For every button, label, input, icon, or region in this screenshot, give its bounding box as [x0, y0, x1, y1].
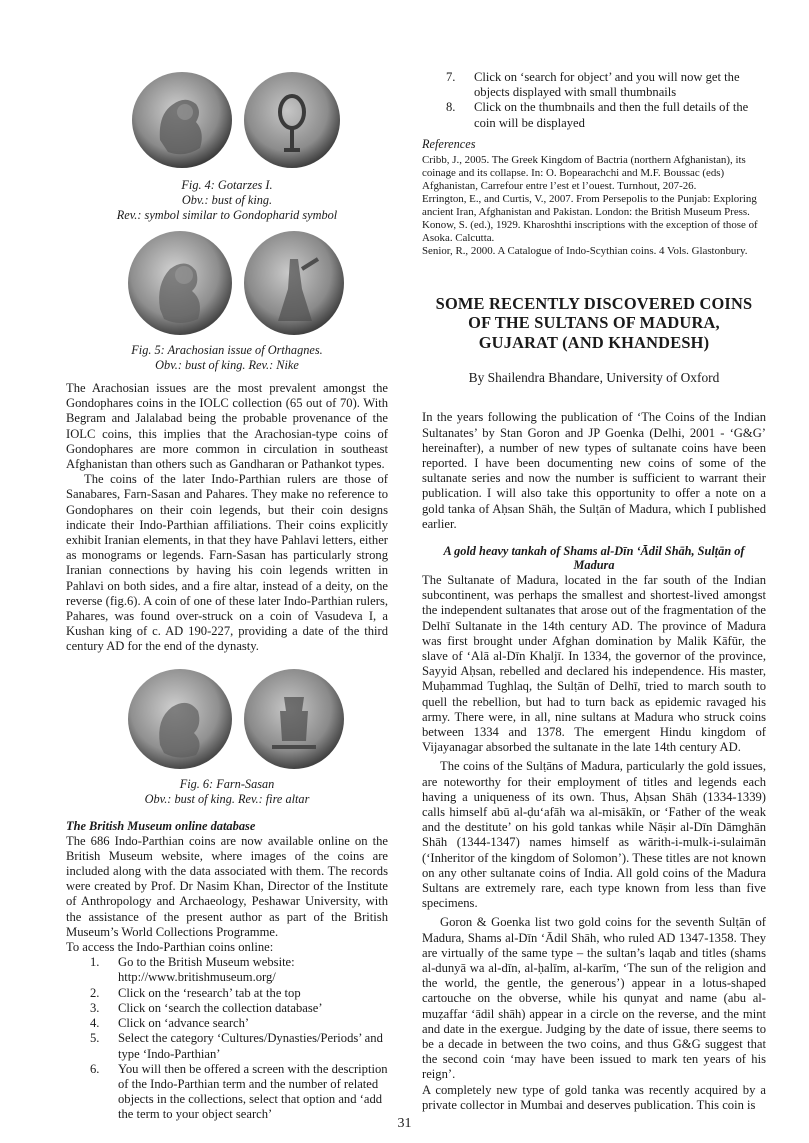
list-text: Select the category ‘Cultures/Dynasties/Periods’ and type ‘Indo-Parthian’: [118, 1031, 383, 1061]
fig4-caption-reverse: Rev.: symbol similar to Gondopharid symbol: [116, 208, 338, 222]
list-text: Click on ‘search for object’ and you will now get the objects displayed with small thumbnails: [474, 70, 740, 100]
fig4-caption-title: Fig. 4: Gotarzes I.: [181, 178, 273, 192]
list-text: Click on the thumbnails and then the full details of the coin will be displayed: [474, 100, 749, 130]
list-item: [66, 1016, 388, 1031]
reference-entry: Senior, R., 2000. A Catalogue of Indo-Scythian coins. 4 Vols. Glastonbury.: [422, 244, 748, 257]
body-paragraph: To access the Indo-Parthian coins online:: [66, 940, 274, 955]
fig6-caption-title: Fig. 6: Farn-Sasan: [179, 776, 275, 791]
steps-list: [66, 955, 388, 1122]
article-title: [422, 294, 766, 353]
list-text: You will then be offered a screen with the description of the Indo-Parthian term and the number of related objects in the collections, select that option and ‘add the term to your object search’: [118, 1061, 388, 1122]
list-number: 7.: [446, 70, 456, 84]
reference-entry: Konow, S. (ed.), 1929. Kharoshthi inscriptions with the exception of those of Asoka. Calcutta.: [422, 218, 758, 244]
page-number: 31: [397, 1116, 412, 1131]
list-item: [66, 1062, 388, 1123]
list-item: [422, 100, 766, 130]
subsection-heading-line: A gold heavy tankah of Shams al-Dīn ‘Ādil Shāh, Sulṭān of: [443, 543, 745, 558]
list-number: 6.: [90, 1061, 100, 1076]
body-paragraph: In the years following the publication of ‘The Coins of the Indian Sultanates’ by Stan Goron and JP Goenka (Delhi, 2001 - ‘G&G’ hereinafter), a number of new types of sultanate coins have been reported. I have been documenting new coins of some of the sultanate series and now the number is sufficient to warrant their publication. I will also take this opportunity to offer a note on a gold tanka of Aḥsan Shāh, the Sulṭān of Madura, which I published earlier.: [422, 410, 766, 531]
list-item: [66, 1031, 388, 1061]
coin-reverse-image: [242, 70, 342, 170]
coin-obverse-image: [130, 70, 234, 170]
body-paragraph: A completely new type of gold tanka was recently acquired by a private collector in Mumbai and deserves publication. This coin is: [422, 1082, 766, 1112]
list-number: 2.: [90, 985, 100, 1000]
left-column: [66, 70, 388, 1123]
reference-entry: Errington, E., and Curtis, V., 2007. From Persepolis to the Punjab: Exploring ancient Iran, Afghanistan and Pakistan. London: the British Museum Press.: [422, 192, 757, 218]
coin-obverse-image: [126, 667, 234, 771]
list-text: Click on ‘advance search’: [118, 1016, 250, 1031]
references-heading: References: [422, 136, 476, 151]
byline: By Shailendra Bhandare, University of Oxford: [468, 370, 720, 386]
list-text: Click on the ‘research’ tab at the top: [118, 985, 301, 1000]
list-number: 3.: [90, 1000, 100, 1015]
section-heading: The British Museum online database: [66, 818, 256, 833]
body-paragraph: The Arachosian issues are the most prevalent amongst the Gondophares coins in the IOLC collection (65 out of 70). With Begram and Jalalabad being the probable provenance of the IOLC coins, this implies that the Arachosian-type coins of Gondophares are more common in circulation in southeast Afghanistan than others such as Gandharan or Pathankot types.: [66, 381, 388, 472]
article-title-line: GUJARAT (AND KHANDESH): [478, 332, 710, 352]
subsection-heading: [422, 544, 766, 573]
fig4-images: [84, 70, 388, 170]
coin-obverse-image: [126, 229, 234, 337]
fig6-images: [84, 667, 388, 771]
list-text: Click on ‘search the collection database’: [118, 1000, 323, 1015]
body-paragraph: The 686 Indo-Parthian coins are now available online on the British Museum website, where images of the coins are included along with the data associated with them. The records were created by Prof. Dr Nasim Khan, Director of the Institute of Anthropology and Archaeology, Peshawar University, with the assistance of the present author as part of the British Museum’s World Collections Programme.: [66, 833, 388, 939]
fig5-caption-line2: Obv.: bust of king. Rev.: Nike: [155, 358, 299, 372]
list-item: [66, 1001, 388, 1016]
body-paragraph: The coins of the Sulṭāns of Madura, particularly the gold issues, are noteworthy for their employment of titles and legends each having a uniqueness of its own. Thus, Aḥsan Shāh (1334-1339) calls himself abū al-ḍu‘afāh wa al-misākīn, or ‘Father of the weak and the destitute’ on his gold tankas while Nāṣir al-Dīn Dāmghān Shāh (1344-1347) names himself as wārith-i-mulk-i-sulaimān (‘Inheritor of the kingdom of Solomon’). These titles are not known on any other sultanate coins of India. All gold coins of the Madura Sultans are extremely rare, each type known from less than five specimens.: [422, 759, 766, 911]
reference-entry: Cribb, J., 2005. The Greek Kingdom of Bactria (northern Afghanistan), its coinage and its collapse. In: O. Bopearachchi and M.F. Boussac (eds) Afghanistan, Carrefour entre l’est et l’ouest. Turnhout, 207-26.: [422, 153, 746, 192]
list-item: [66, 955, 388, 985]
coin-reverse-image: [242, 229, 346, 337]
list-number: 4.: [90, 1016, 100, 1031]
list-item: [66, 986, 388, 1001]
fig6-caption-line2: Obv.: bust of king. Rev.: fire altar: [144, 791, 310, 806]
list-item: [422, 70, 766, 100]
article-title-line: SOME RECENTLY DISCOVERED COINS: [435, 293, 753, 313]
body-paragraph: The Sultanate of Madura, located in the far south of the Indian subcontinent, was perhaps the smallest and shortest-lived amongst the independent sultanates that arose out of the fragmentation of the Delhī Sultanate in the 14th century AD. The province of Madura was first brought under Afghan domination by Malik Kāfūr, the slave of ‘Alā al-Dīn Khaljī. In 1334, the governor of the province, Sayyid Aḥsan, rebelled and declared his independence. His master, Muḥammad Tughlaq, the Sulṭān of Delhī, tried to march south to quell the rebellion, but had to turn back as epidemic ravaged his army. There were, in all, nine sultans at Madura who struck coins between 1334 and 1378. The emergent Hindu kingdom of Vijayanagar absorbed the sultanate in the late 14th century AD.: [422, 572, 766, 755]
list-text: Go to the British Museum website: http://www.britishmuseum.org/: [118, 955, 295, 985]
steps-list-continued: [422, 70, 766, 131]
fig5-caption-line1: Fig. 5: Arachosian issue of Orthagnes.: [131, 343, 323, 357]
fig4-caption-obverse: Obv.: bust of king.: [181, 193, 273, 207]
body-paragraph: The coins of the later Indo-Parthian rulers are those of Sanabares, Farn-Sasan and Pahares. They make no reference to Gondophares on their coin legends, but their coin designs indicate their Indo-Parthian affiliations. Their coins explicitly exhibit Iranian elements, in that they have Pahlavi letters, either as monograms or legends. Farn-Sasan has particularly strong Iranian connections by having his coin legends written in Pahlavi on both sides, and a fire altar, instead of a deity, on the reverse (fig.6). A coin of one of these later Indo-Parthian rulers, Pahares, was found over-struck on a coin of Vasudeva I, a Kushan king of c. AD 190-227, providing a date of the third century AD for the end of the dynasty.: [66, 472, 388, 654]
fig5-images: [84, 229, 388, 337]
coin-reverse-image: [242, 667, 346, 771]
list-number: 1.: [90, 955, 100, 970]
body-paragraph: Goron & Goenka list two gold coins for the seventh Sulṭān of Madura, Shams al-Dīn ‘Ādil Shāh, who ruled AD 1347-1358. They are virtually of the same type – the sultan’s laqab and titles (shams al-dunyā wa al-dīn, al-ḥalīm, al-karīm, ‘The sun of the religion and the world, the gentle, the generous’) appear in a lotus-shaped cartouche on the obverse, while his qunyat and name (abu al-muẓaffar ‘ādil shāh) appear in a circle on the reverse, and the mint and date in the exergue. Judging by the date of issue, there seems to be a decade in between the two coins, and thus G&G suggest that the second coin ‘may have been issued to mark ten years of his reign’.: [422, 915, 766, 1082]
article-title-line: OF THE SULTANS OF MADURA,: [468, 313, 720, 333]
right-column: [422, 70, 766, 1113]
subsection-heading-line: Madura: [573, 558, 615, 573]
list-number: 5.: [90, 1031, 100, 1046]
list-number: 8.: [446, 100, 456, 115]
